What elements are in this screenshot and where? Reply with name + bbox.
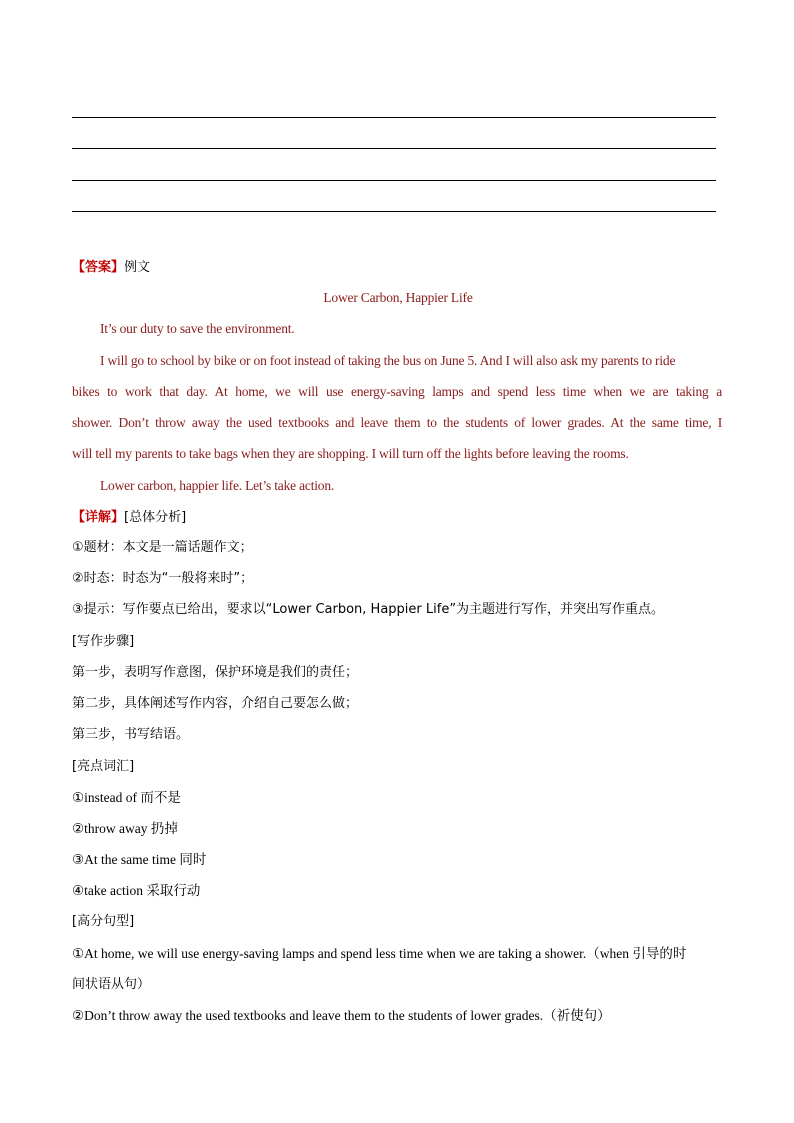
vocab-item: ④take action 采取行动: [72, 883, 201, 898]
vocab-heading: [亮点词汇]: [72, 759, 135, 774]
analysis-item: ③提示：写作要点已给出，要求以“Lower Carbon, Happier Life”为主题进行写作，并突出写作重点。: [72, 602, 665, 617]
essay-paragraph-2-line-1: I will go to school by bike or on foot instead of taking the bus on June 5. And I will also ask my parents to ride: [100, 353, 676, 368]
sentence-item-1-line-1: ①At home, we will use energy-saving lamps and spend less time when we are taking a shower.（when 引导的时: [72, 946, 687, 961]
answer-label: 【答案】: [72, 260, 125, 275]
sentence-item-2: ②Don’t throw away the used textbooks and leave them to the students of lower grades.（祈使句）: [72, 1008, 611, 1023]
essay-paragraph-2-line-3: shower. Don’t throw away the used textbooks and leave them to the students of lower grades. At the same time, I: [72, 415, 722, 430]
essay-paragraph-2-line-2: bikes to work that day. At home, we will use energy-saving lamps and spend less time when we are taking a: [72, 384, 722, 399]
step-item: 第三步，书写结语。: [72, 727, 190, 742]
vocab-item: ②throw away 扔掉: [72, 821, 178, 836]
detail-label: 【详解】: [72, 510, 125, 525]
writing-line: [72, 180, 716, 181]
writing-line: [72, 148, 716, 149]
detail-heading: [72, 508, 724, 527]
essay-paragraph-1: It’s our duty to save the environment.: [100, 321, 295, 336]
essay-title: Lower Carbon, Happier Life: [323, 290, 473, 305]
answer-suffix: 例文: [124, 260, 151, 275]
analysis-item: ①题材：本文是一篇话题作文；: [72, 540, 253, 555]
writing-line: [72, 117, 716, 118]
steps-heading: [写作步骤]: [72, 634, 135, 649]
analysis-item: ②时态：时态为“一般将来时”；: [72, 571, 254, 586]
sentences-heading: [高分句型]: [72, 914, 135, 929]
essay-paragraph-3: Lower carbon, happier life. Let’s take action.: [100, 478, 335, 493]
vocab-item: ③At the same time 同时: [72, 852, 207, 867]
sentence-item-1-line-2: 间状语从句）: [72, 977, 151, 992]
step-item: 第一步，表明写作意图，保护环境是我们的责任；: [72, 665, 359, 680]
writing-line: [72, 211, 716, 212]
detail-suffix: [总体分析]: [124, 510, 187, 525]
step-item: 第二步，具体阐述写作内容，介绍自己要怎么做；: [72, 696, 359, 711]
essay-paragraph-2-line-4: will tell my parents to take bags when they are shopping. I will turn off the lights before leaving the rooms.: [72, 446, 629, 461]
answer-heading: [72, 258, 724, 277]
vocab-item: ①instead of 而不是: [72, 790, 181, 805]
